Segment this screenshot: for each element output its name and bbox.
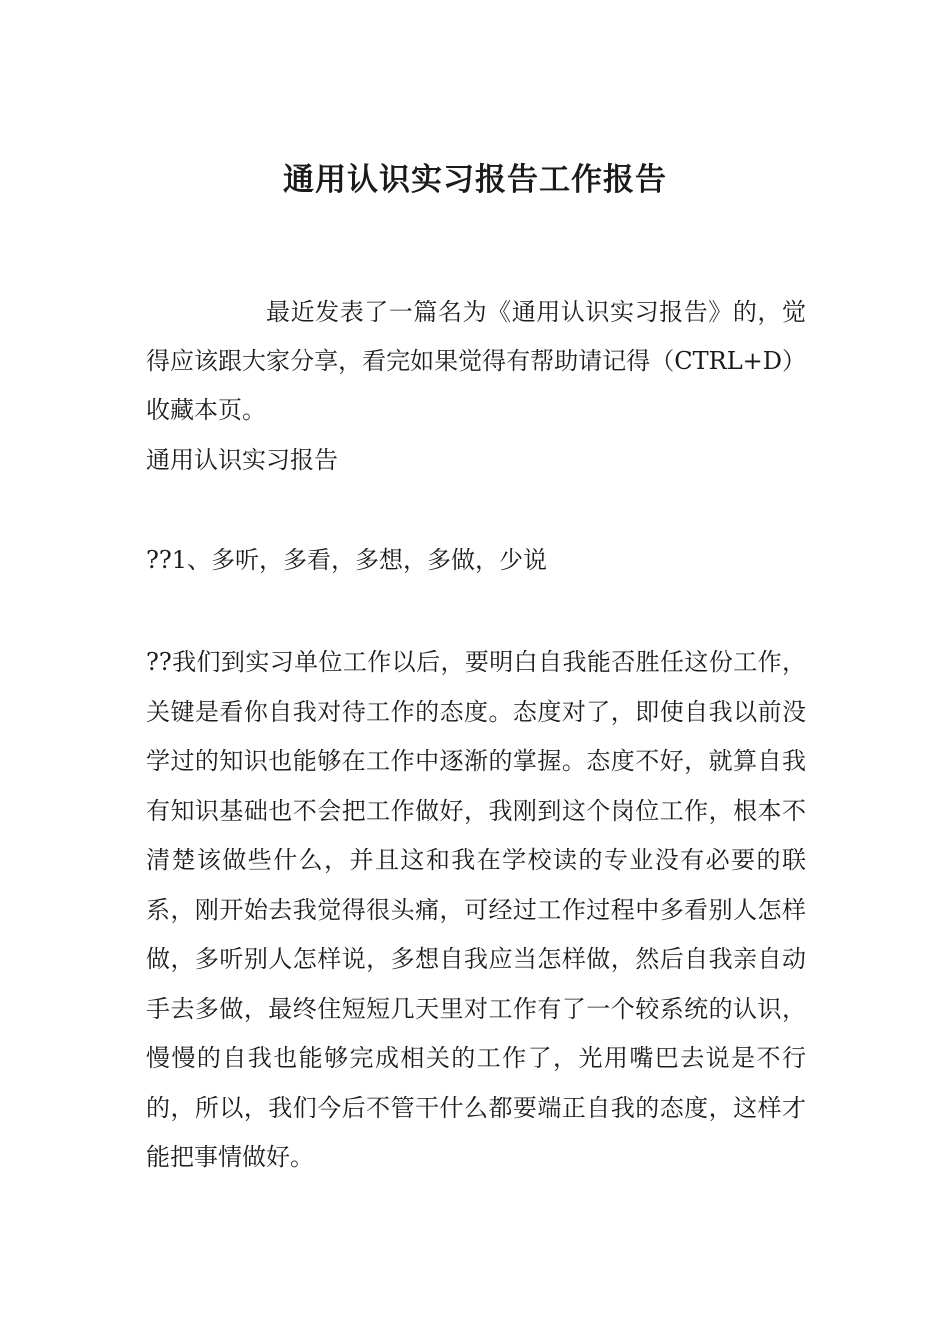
document-title: 通用认识实习报告工作报告 bbox=[283, 162, 667, 198]
point-heading: ??1、多听，多看，多想，多做，少说 bbox=[146, 546, 548, 574]
section-subtitle: 通用认识实习报告 bbox=[146, 446, 338, 474]
intro-paragraph: 最近发表了一篇名为《通用认识实习报告》的，觉得应该跟大家分享，看完如果觉得有帮助请记得（CTRL+D）收藏本页。 bbox=[146, 298, 806, 424]
body-paragraph: ??我们到实习单位工作以后，要明白自我能否胜任这份工作，关键是看你自我对待工作的态度。态度对了，即使自我以前没学过的知识也能够在工作中逐渐的掌握。态度不好，就算自我有知识基础也不会把工作做好，我刚到这个岗位工作，根本不清楚该做些什么，并且这和我在学校读的专业没有必要的联系，刚开始去我觉得很头痛，可经过工作过程中多看别人怎样做，多听别人怎样说，多想自我应当怎样做，然后自我亲自动手去多做，最终住短短几天里对工作有了一个较系统的认识，慢慢的自我也能够完成相关的工作了，光用嘴巴去说是不行的，所以，我们今后不管干什么都要端正自我的态度，这样才能把事情做好。 bbox=[146, 648, 806, 1171]
